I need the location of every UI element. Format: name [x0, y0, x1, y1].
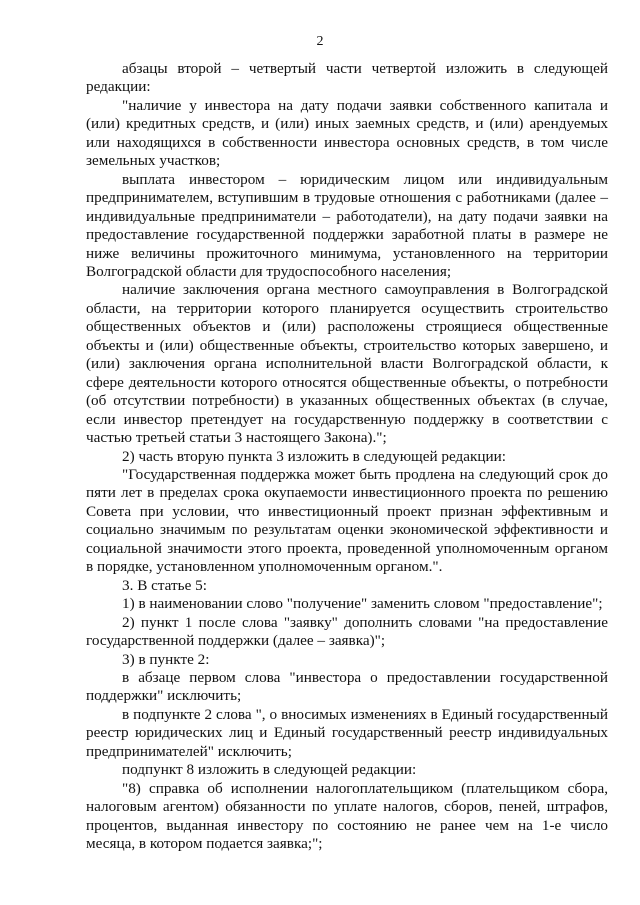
- paragraph-10: 3) в пункте 2:: [122, 650, 210, 668]
- paragraph-7: 3. В статье 5:: [122, 576, 207, 594]
- paragraph-5: 2) часть вторую пункта 3 изложить в следующей редакции:: [122, 447, 507, 465]
- document-body: [86, 60, 608, 853]
- paragraph-12: в подпункте 2 слова ", о вносимых изменениях в Единый государственный реестр юридических лиц и Единый государственный реестр индивидуальных предпринимателей" исключить;: [86, 705, 608, 760]
- paragraph-9: 2) пункт 1 после слова "заявку" дополнить словами "на предоставление государственной поддержки (далее – заявка)";: [86, 613, 608, 650]
- paragraph-8: 1) в наименовании слово "получение" заменить словом "предоставление";: [122, 595, 603, 613]
- paragraph-3: выплата инвестором – юридическим лицом или индивидуальным предпринимателем, вступившим в трудовые отношения с работниками (далее – индивидуальные предприниматели – работодатели), на дату подачи заявки на предоставление государственной поддержки заработной платы в размере не ниже величины прожиточного минимума, установленного на территории Волгоградской области для трудоспособного населения;: [86, 170, 608, 280]
- paragraph-4: наличие заключения органа местного самоуправления в Волгоградской области, на территории которого планируется осуществить строительство общественных объектов и (или) расположены строящиеся общественные объекты и (или) общественные объекты, строительство которых завершено, и (или) заключения органа исполнительной власти Волгоградской области, к сфере деятельности которого относятся общественные объекты, о потребности (об отсутствии потребности) в указанных общественных объектах (в случае, если инвестор претендует на государственную поддержку в соответствии с частью третьей статьи 3 настоящего Закона).";: [86, 281, 608, 447]
- paragraph-14: "8) справка об исполнении налогоплательщиком (плательщиком сбора, налоговым агентом) обязанности по уплате налогов, сборов, пеней, штрафов, процентов, выданная инвестору по состоянию не ранее чем на 1-е число месяца, в котором подается заявка;";: [86, 779, 608, 853]
- paragraph-2: "наличие у инвестора на дату подачи заявки собственного капитала и (или) кредитных средств, и (или) иных заемных средств, и (или) арендуемых или находящихся в собственности инвестора основных средств, в том числе земельных участков;: [86, 96, 608, 170]
- paragraph-11: в абзаце первом слова "инвестора о предоставлении государственной поддержки" исключить;: [86, 668, 608, 705]
- paragraph-13: подпункт 8 изложить в следующей редакции:: [122, 761, 417, 779]
- paragraph-1: абзацы второй – четвертый части четвертой изложить в следующей редакции:: [86, 60, 608, 96]
- paragraph-6: "Государственная поддержка может быть продлена на следующий срок до пяти лет в пределах срока окупаемости инвестиционного проекта по решению Совета при условии, что инвестиционный проект признан эффективным и социально значимым по результатам оценки экономической эффективности и социальной значимости этого проекта, проведенной уполномоченным органом в порядке, установленном уполномоченным органом.".: [86, 465, 608, 576]
- page-number: 2: [316, 34, 324, 49]
